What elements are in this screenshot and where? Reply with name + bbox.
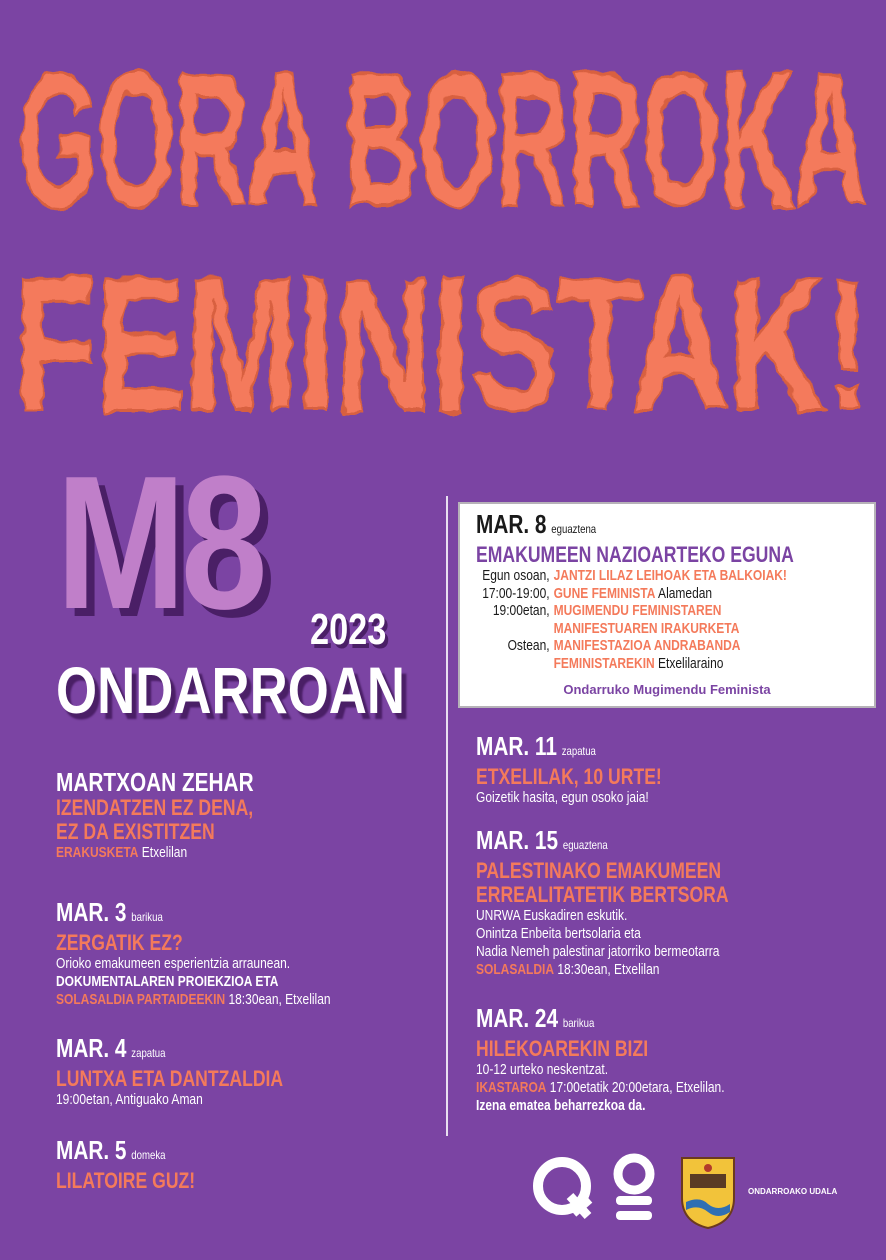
event-title: ERREALITATETIK BERTSORA	[476, 882, 729, 907]
feminist-q-icon	[538, 1162, 590, 1216]
box-organizer: Ondarruko Mugimendu Feminista	[563, 682, 771, 697]
box-row	[476, 655, 794, 673]
council-name: ONDARROAKO UDALA	[748, 1187, 838, 1196]
event-mar-3	[56, 898, 399, 1009]
headline	[0, 0, 886, 460]
event-date-text: MAR. 24	[476, 1003, 559, 1033]
town-title: ONDARROAN	[56, 653, 406, 727]
event-highlight: IKASTAROA	[476, 1079, 547, 1096]
event-weekday: domeka	[131, 1148, 166, 1162]
event-detail: 10-12 urteko neskentzat.	[476, 1061, 609, 1078]
event-detail	[56, 991, 331, 1009]
coat-of-arms-icon	[682, 1158, 734, 1228]
event-title: ZERGATIK EZ?	[56, 930, 183, 955]
event-weekday: eguaztena	[562, 838, 608, 852]
box-row-label	[476, 620, 550, 638]
box-row-highlight: JANTZI LILAZ LEIHOAK ETA BALKOIAK!	[553, 567, 787, 584]
event-mar-24	[476, 1004, 787, 1115]
box-date	[476, 510, 794, 543]
event-date-text: MAR. 5	[56, 1135, 127, 1165]
event-detail: Izena ematea beharrezkoa da.	[476, 1097, 646, 1114]
event-title: EZ DA EXISTITZEN	[56, 819, 215, 844]
event-detail-rest: Etxelilan	[138, 844, 188, 861]
event-mar-15	[476, 826, 792, 979]
event-date	[56, 1136, 195, 1169]
event-detail	[476, 1079, 725, 1097]
event-weekday: barikua	[131, 910, 163, 924]
event-martxoan-zehar	[56, 768, 303, 862]
event-detail-rest: 18:30ean, Etxelilan	[225, 991, 331, 1008]
event-date	[56, 898, 331, 931]
event-weekday: zapatua	[561, 744, 596, 758]
event-weekday: barikua	[562, 1016, 595, 1030]
event-mar-5	[56, 1136, 230, 1193]
event-date-text: MAR. 11	[476, 731, 557, 761]
box-row-highlight: FEMINISTAREKIN	[553, 654, 655, 672]
headline-line-2: FEMINISTAK!	[14, 239, 870, 451]
equality-icon	[616, 1158, 652, 1220]
event-date	[56, 1034, 283, 1067]
event-date-text: MAR. 3	[56, 897, 127, 927]
event-detail: Onintza Enbeita bertsolaria eta	[476, 925, 641, 942]
box-row-label: 17:00-19:00,	[482, 584, 550, 602]
event-highlight: DOKUMENTALAREN PROIEKZIOA ETA	[56, 973, 279, 990]
event-detail	[56, 844, 254, 862]
logos-graphic	[530, 1152, 850, 1232]
event-detail: Orioko emakumeen esperientzia arraunean.	[56, 955, 291, 972]
event-title: IZENDATZEN EZ DENA,	[56, 795, 254, 820]
box-row-label: Ostean,	[507, 637, 550, 654]
event-detail: UNRWA Euskadiren eskutik.	[476, 907, 628, 924]
box-row	[476, 602, 794, 620]
event-date	[476, 826, 729, 859]
event-date: MARTXOAN ZEHAR	[56, 767, 254, 797]
footer-logos	[530, 1152, 850, 1232]
event-highlight: SOLASALDIA PARTAIDEEKIN	[56, 991, 226, 1008]
mar8-box	[458, 502, 876, 708]
box-row-highlight: MANIFESTUAREN IRAKURKETA	[553, 619, 740, 637]
event-date	[476, 732, 662, 765]
box-row-highlight: GUNE FEMINISTA	[553, 584, 656, 602]
event-mar-11	[476, 732, 708, 807]
box-row	[476, 567, 794, 585]
box-row-rest: Etxelilaraino	[654, 654, 724, 672]
headline-graphic	[0, 0, 886, 460]
event-weekday: zapatua	[131, 1046, 166, 1060]
event-detail-rest: 17:00etatik 20:00etara, Etxelilan.	[546, 1079, 725, 1096]
year: 2023	[310, 605, 387, 654]
event-date	[476, 1004, 725, 1037]
box-row	[476, 585, 794, 603]
event-detail: Goizetik hasita, egun osoko jaia!	[476, 789, 649, 806]
box-row-label	[476, 655, 550, 673]
box-row	[476, 620, 794, 638]
event-title: HILEKOAREKIN BIZI	[476, 1036, 649, 1061]
event-highlight: SOLASALDIA	[476, 961, 554, 978]
box-title: EMAKUMEEN NAZIOARTEKO EGUNA	[476, 542, 794, 567]
event-detail-rest: 18:30ean, Etxelilan	[554, 961, 660, 978]
event-date-text: MAR. 4	[56, 1033, 127, 1063]
box-weekday: eguaztena	[551, 522, 597, 536]
event-highlight: ERAKUSKETA	[56, 844, 139, 861]
box-row	[476, 637, 794, 655]
event-title: LILATOIRE GUZ!	[56, 1168, 196, 1193]
m8-title: M8	[56, 437, 263, 649]
event-title: PALESTINAKO EMAKUMEEN	[476, 858, 722, 883]
event-title: LUNTXA ETA DANTZALDIA	[56, 1066, 284, 1091]
box-row-rest: Alamedan	[655, 584, 713, 602]
box-row-highlight: MANIFESTAZIOA ANDRABANDA	[553, 637, 741, 654]
event-title: ETXELILAK, 10 URTE!	[476, 764, 662, 789]
box-date-text: MAR. 8	[476, 509, 547, 539]
event-detail: Nadia Nemeh palestinar jatorriko bermeotarra	[476, 943, 720, 960]
event-date-text: MAR. 15	[476, 825, 559, 855]
event-mar-4	[56, 1034, 340, 1109]
box-row-label: Egun osoan,	[482, 567, 550, 584]
column-divider	[446, 496, 448, 1136]
event-detail	[476, 961, 729, 979]
headline-line-1: GORA BORROKA	[18, 34, 866, 246]
box-row-label: 19:00etan,	[492, 602, 550, 619]
event-detail: 19:00etan, Antiguako Aman	[56, 1091, 203, 1108]
box-row-highlight: MUGIMENDU FEMINISTAREN	[553, 602, 722, 619]
